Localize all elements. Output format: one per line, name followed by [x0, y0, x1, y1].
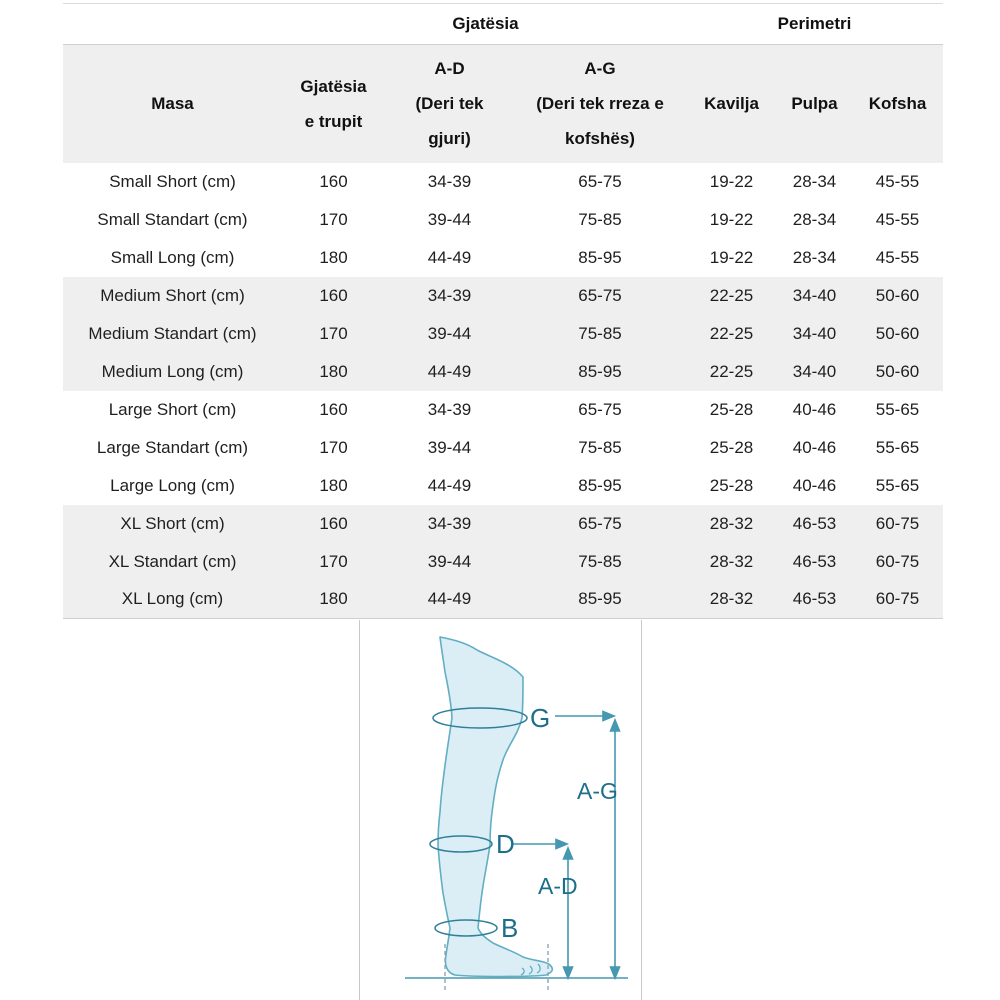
- table-cell: 28-34: [792, 171, 837, 191]
- table-cell: 39-44: [427, 323, 472, 343]
- column-header-masa: Masa: [151, 94, 194, 114]
- leg-measurement-diagram: [359, 620, 642, 1000]
- table-cell: 45-55: [875, 247, 920, 267]
- table-cell: 170: [319, 551, 348, 571]
- table-cell: 60-75: [875, 589, 920, 609]
- table-cell: 160: [319, 513, 348, 533]
- table-cell: Large Long (cm): [110, 475, 235, 495]
- d-pointer-arrowhead: [556, 840, 567, 849]
- table-cell: 34-39: [427, 285, 472, 305]
- table-cell: 170: [319, 323, 348, 343]
- table-cell: 22-25: [709, 323, 754, 343]
- table-cell: 45-55: [875, 209, 920, 229]
- table-row: [63, 353, 943, 391]
- table-cell: 55-65: [875, 475, 920, 495]
- table-cell: 170: [319, 437, 348, 457]
- column-header-pulpa: Pulpa: [791, 94, 838, 114]
- table-cell: Small Standart (cm): [97, 209, 248, 229]
- table-cell: 75-85: [578, 551, 622, 571]
- leg-diagram-svg: [360, 620, 641, 1000]
- table-cell: 160: [319, 399, 348, 419]
- table-cell: 28-32: [709, 551, 754, 571]
- table-cell: 22-25: [709, 361, 754, 381]
- table-cell: 60-75: [875, 513, 920, 533]
- g-pointer-arrowhead: [603, 712, 614, 721]
- table-cell: 25-28: [709, 475, 754, 495]
- table-cell: 40-46: [792, 399, 837, 419]
- table-cell: 25-28: [709, 437, 754, 457]
- table-cell: 85-95: [578, 589, 622, 609]
- a-d-label: A-D: [538, 873, 578, 899]
- group-header-gjatesia-label: Gjatësia: [452, 14, 519, 33]
- table-cell: 19-22: [709, 209, 754, 229]
- table-row: [63, 543, 943, 581]
- table-cell: 75-85: [578, 323, 622, 343]
- table-row: [63, 277, 943, 315]
- table-row: [63, 163, 943, 201]
- table-cell: 28-34: [792, 247, 837, 267]
- table-cell: 160: [319, 171, 348, 191]
- table-row: [63, 315, 943, 353]
- table-cell: 40-46: [792, 475, 837, 495]
- group-header-row: [63, 4, 943, 45]
- table-row: [63, 391, 943, 429]
- column-header-kofsha: Kofsha: [868, 94, 927, 114]
- table-cell: 19-22: [709, 171, 754, 191]
- table-cell: 34-39: [427, 399, 472, 419]
- table-row: [63, 467, 943, 505]
- table-cell: 55-65: [875, 399, 920, 419]
- table-cell: 180: [319, 247, 348, 267]
- table-cell: 46-53: [792, 551, 837, 571]
- table-cell: 25-28: [709, 399, 754, 419]
- table-cell: 65-75: [578, 513, 622, 533]
- table-cell: 22-25: [709, 285, 754, 305]
- table-cell: 39-44: [427, 437, 472, 457]
- table-cell: 50-60: [875, 285, 920, 305]
- table-cell: 34-39: [427, 171, 472, 191]
- table-cell: 50-60: [875, 323, 920, 343]
- table-cell: 28-32: [709, 513, 754, 533]
- table-cell: 28-32: [709, 589, 754, 609]
- table-cell: 60-75: [875, 551, 920, 571]
- table-cell: 85-95: [578, 247, 622, 267]
- column-header-kavilja: Kavilja: [704, 94, 759, 114]
- table-cell: 75-85: [578, 437, 622, 457]
- table-cell: 170: [319, 209, 348, 229]
- table-row: [63, 201, 943, 239]
- table-cell: Medium Standart (cm): [88, 323, 257, 343]
- table-cell: 34-40: [792, 285, 837, 305]
- table-cell: 34-39: [427, 513, 472, 533]
- table-cell: 65-75: [578, 399, 622, 419]
- table-cell: XL Long (cm): [121, 589, 224, 609]
- table-cell: 39-44: [427, 209, 472, 229]
- table-cell: 39-44: [427, 551, 472, 571]
- table-cell: Small Long (cm): [110, 247, 235, 267]
- table-cell: 40-46: [792, 437, 837, 457]
- table-cell: 85-95: [578, 475, 622, 495]
- table-row: [63, 429, 943, 467]
- table-cell: 44-49: [427, 589, 472, 609]
- table-cell: XL Short (cm): [120, 513, 225, 533]
- column-header-gjatesia-trupit: Gjatësia e trupit: [300, 76, 367, 131]
- table-cell: 65-75: [578, 171, 622, 191]
- group-header-gjatesia: [385, 4, 686, 45]
- table-cell: 46-53: [792, 513, 837, 533]
- table-cell: 46-53: [792, 589, 837, 609]
- group-header-perimetri-label: Perimetri: [777, 14, 852, 33]
- table-cell: 180: [319, 475, 348, 495]
- table-cell: 34-40: [792, 361, 837, 381]
- table-row: [63, 239, 943, 277]
- table-cell: 28-34: [792, 209, 837, 229]
- size-table: [63, 3, 943, 619]
- table-cell: 180: [319, 589, 348, 609]
- table-cell: Medium Short (cm): [100, 285, 245, 305]
- table-row: [63, 581, 943, 619]
- table-cell: Medium Long (cm): [101, 361, 244, 381]
- table-cell: 50-60: [875, 361, 920, 381]
- a-g-label: A-G: [577, 778, 618, 804]
- table-cell: Large Standart (cm): [96, 437, 249, 457]
- table-cell: 44-49: [427, 247, 472, 267]
- table-cell: 34-40: [792, 323, 837, 343]
- group-header-spacer: [63, 4, 385, 45]
- table-cell: Large Short (cm): [108, 399, 237, 419]
- table-cell: 75-85: [578, 209, 622, 229]
- table-cell: 44-49: [427, 361, 472, 381]
- table-cell: 19-22: [709, 247, 754, 267]
- g-label: G: [530, 703, 551, 733]
- table-cell: 180: [319, 361, 348, 381]
- column-header-ad: A-D (Deri tek gjuri): [415, 59, 484, 149]
- table-cell: Small Short (cm): [109, 171, 236, 191]
- table-cell: 65-75: [578, 285, 622, 305]
- b-label: B: [501, 913, 519, 943]
- table-cell: 85-95: [578, 361, 622, 381]
- d-label: D: [496, 829, 515, 859]
- table-cell: 45-55: [875, 171, 920, 191]
- table-cell: XL Standart (cm): [108, 551, 237, 571]
- column-header-ag: A-G (Deri tek rreza e kofshës): [536, 59, 664, 149]
- group-header-perimetri: [686, 4, 943, 45]
- table-cell: 55-65: [875, 437, 920, 457]
- table-row: [63, 505, 943, 543]
- table-cell: 160: [319, 285, 348, 305]
- column-header-row: [63, 45, 943, 163]
- table-cell: 44-49: [427, 475, 472, 495]
